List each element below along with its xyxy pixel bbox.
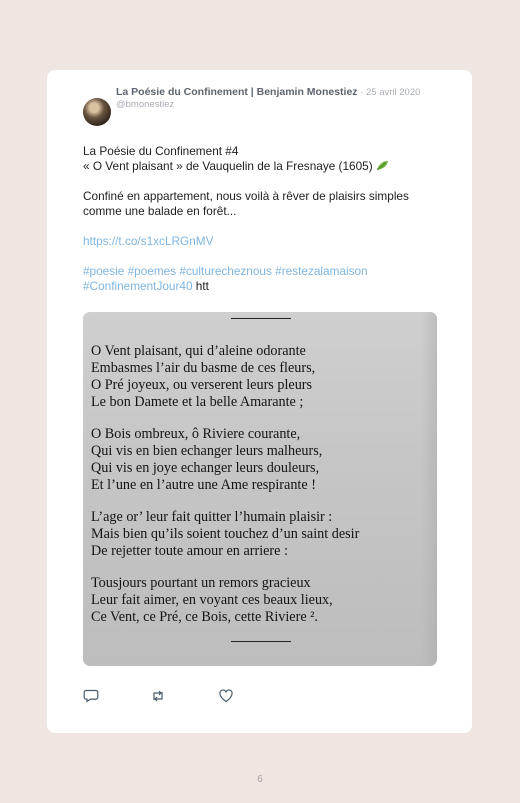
bottom-divider bbox=[231, 641, 291, 642]
tweet-paragraph: Confiné en appartement, nous voilà à rêver de plaisirs simples comme une balade en forêt... bbox=[83, 189, 409, 218]
tweet-header bbox=[116, 86, 446, 111]
author-handle[interactable]: @bmonestiez bbox=[116, 99, 175, 110]
reply-icon[interactable] bbox=[83, 688, 99, 704]
poem-line: Ce Vent, ce Pré, ce Bois, cette Riviere ². bbox=[91, 609, 318, 625]
poem-line: Et l’une en l’autre une Ame respirante ! bbox=[91, 477, 316, 493]
poem-line: Mais bien qu’ils soient touchez d’un saint desir bbox=[91, 526, 360, 542]
page-bleed bbox=[421, 312, 437, 666]
tweet-actions bbox=[83, 688, 283, 704]
poem-line: L’age or’ leur fait quitter l’humain plaisir : bbox=[91, 509, 333, 525]
poem-stanza-1 bbox=[91, 343, 437, 411]
tweet-date[interactable]: · 25 avril 2020 bbox=[357, 87, 421, 98]
leaf-emoji-icon bbox=[376, 160, 389, 171]
poem-line: Le bon Damete et la belle Amarante ; bbox=[91, 394, 304, 410]
author-name[interactable]: La Poésie du Confinement | Benjamin Monestiez bbox=[116, 86, 358, 98]
poem-line: Tousjours pourtant un remors gracieux bbox=[91, 575, 311, 591]
avatar[interactable] bbox=[83, 98, 111, 126]
poem-line: Leur fait aimer, en voyant ces beaux lieux, bbox=[91, 592, 333, 608]
poem-line: Qui vis en bien echanger leurs malheurs, bbox=[91, 443, 323, 459]
tweet-hashtags[interactable]: #poesie #poemes #culturecheznous #restezalamaison #ConfinementJour40 bbox=[83, 264, 368, 293]
tweet-text bbox=[83, 144, 443, 294]
tweet-card bbox=[47, 70, 472, 733]
tweet-link[interactable]: https://t.co/s1xcLRGnMV bbox=[83, 234, 214, 248]
poem-line: Embasmes l’air du basme de ces fleurs, bbox=[91, 360, 316, 376]
poem-text bbox=[91, 343, 437, 641]
poem-stanza-3 bbox=[91, 509, 437, 560]
poem-line: Qui vis en joye echanger leurs douleurs, bbox=[91, 460, 320, 476]
poem-stanza-4 bbox=[91, 575, 437, 626]
top-divider bbox=[231, 318, 291, 319]
retweet-icon[interactable] bbox=[150, 688, 166, 704]
poem-line: O Vent plaisant, qui d’aleine odorante bbox=[91, 343, 306, 359]
poem-line: O Bois ombreux, ô Riviere courante, bbox=[91, 426, 301, 442]
poem-line: De rejetter toute amour en arriere : bbox=[91, 543, 288, 559]
poem-image[interactable] bbox=[83, 312, 437, 666]
like-icon[interactable] bbox=[218, 688, 234, 704]
page-number: 6 bbox=[257, 774, 263, 785]
poem-stanza-2 bbox=[91, 426, 437, 494]
tweet-line-2: « O Vent plaisant » de Vauquelin de la Fresnaye (1605) bbox=[83, 159, 373, 173]
poem-line: O Pré joyeux, ou verserent leurs pleurs bbox=[91, 377, 313, 393]
tweet-trailing: htt bbox=[192, 279, 209, 293]
tweet-line-1: La Poésie du Confinement #4 bbox=[83, 144, 239, 158]
